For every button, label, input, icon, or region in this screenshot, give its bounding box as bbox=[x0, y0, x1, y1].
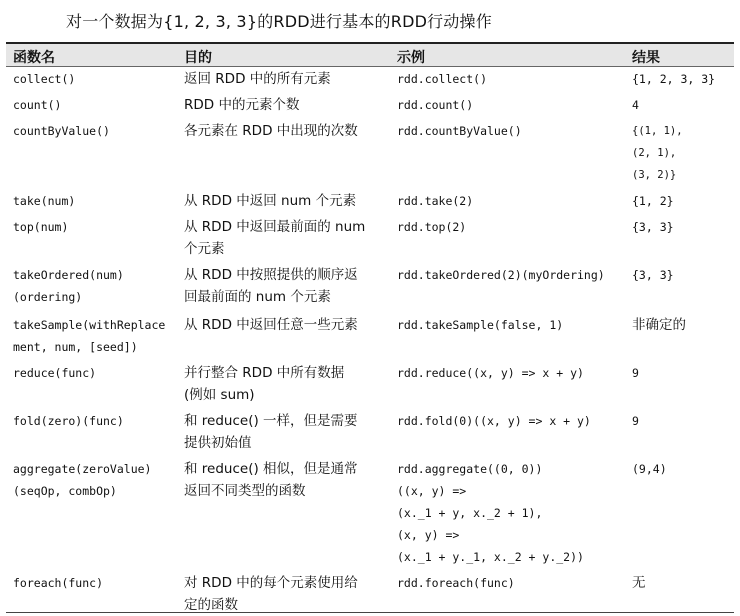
cell-name-line: takeSample(withReplace bbox=[13, 318, 166, 332]
cell-purpose-line: 从 RDD 中按照提供的顺序返 bbox=[184, 267, 358, 283]
cell-purpose bbox=[184, 362, 392, 406]
cell-name bbox=[13, 314, 178, 358]
cell-purpose bbox=[184, 458, 392, 502]
cell-result-line: (3, 2)} bbox=[632, 169, 677, 181]
cell-name-line: (seqOp, combOp) bbox=[13, 484, 117, 498]
table-bottom-rule bbox=[6, 612, 734, 613]
cell-result bbox=[632, 190, 732, 212]
cell-purpose-line: 从 RDD 中返回 num 个元素 bbox=[184, 193, 357, 209]
cell-example bbox=[397, 458, 627, 568]
cell-result bbox=[632, 216, 732, 238]
cell-result-line: {3, 3} bbox=[632, 220, 674, 234]
cell-example bbox=[397, 264, 627, 286]
cell-purpose-line: 个元素 bbox=[184, 241, 225, 257]
cell-example bbox=[397, 572, 627, 594]
cell-purpose-line: (例如 sum) bbox=[184, 387, 255, 403]
cell-example-line: (x, y) => bbox=[397, 528, 460, 542]
cell-result bbox=[632, 362, 732, 384]
cell-purpose-line: 和 reduce() 一样，但是需要 bbox=[184, 413, 358, 429]
cell-result-line: {3, 3} bbox=[632, 268, 674, 282]
cell-result bbox=[632, 572, 732, 594]
cell-purpose-line: 提供初始值 bbox=[184, 435, 252, 451]
cell-result bbox=[632, 94, 732, 116]
cell-purpose-line: 返回不同类型的函数 bbox=[184, 483, 306, 499]
cell-example-line: rdd.foreach(func) bbox=[397, 576, 515, 590]
cell-example-line: rdd.take(2) bbox=[397, 194, 474, 208]
cell-name-line: top(num) bbox=[13, 220, 69, 234]
cell-name-line: (ordering) bbox=[13, 290, 83, 304]
cell-name bbox=[13, 458, 178, 502]
cell-example-line: rdd.aggregate((0, 0)) bbox=[397, 462, 543, 476]
cell-purpose-line: 和 reduce() 相似，但是通常 bbox=[184, 461, 358, 477]
cell-purpose bbox=[184, 94, 392, 116]
cell-purpose bbox=[184, 120, 392, 142]
cell-result-line: 9 bbox=[632, 414, 639, 428]
cell-name-line: countByValue() bbox=[13, 124, 110, 138]
cell-name bbox=[13, 120, 178, 142]
cell-name-line: take(num) bbox=[13, 194, 76, 208]
cell-name-line: collect() bbox=[13, 72, 76, 86]
cell-result-line: 非确定的 bbox=[632, 317, 686, 333]
cell-purpose-line: 从 RDD 中返回最前面的 num bbox=[184, 219, 366, 235]
cell-example-line: ((x, y) => bbox=[397, 484, 467, 498]
cell-example bbox=[397, 410, 627, 432]
cell-name-line: foreach(func) bbox=[13, 576, 104, 590]
cell-purpose bbox=[184, 190, 392, 212]
cell-example bbox=[397, 190, 627, 212]
cell-purpose bbox=[184, 410, 392, 454]
page-title: 对一个数据为{1, 2, 3, 3}的RDD进行基本的RDD行动操作 bbox=[66, 12, 492, 31]
cell-example bbox=[397, 120, 627, 142]
cell-result-line: (9,4) bbox=[632, 462, 667, 476]
cell-name bbox=[13, 572, 178, 594]
cell-example-line: rdd.collect() bbox=[397, 72, 488, 86]
cell-name bbox=[13, 216, 178, 238]
cell-example-line: (x._1 + y._1, x._2 + y._2)) bbox=[397, 550, 584, 564]
cell-name-line: ment, num, [seed]) bbox=[13, 340, 138, 354]
cell-example-line: rdd.top(2) bbox=[397, 220, 467, 234]
cell-purpose bbox=[184, 314, 392, 336]
cell-purpose bbox=[184, 216, 392, 260]
cell-example bbox=[397, 314, 627, 336]
cell-result-line: {1, 2, 3, 3} bbox=[632, 72, 716, 86]
cell-purpose-line: 对 RDD 中的每个元素使用给 bbox=[184, 575, 358, 591]
cell-example-line: rdd.countByValue() bbox=[397, 124, 522, 138]
cell-result bbox=[632, 264, 732, 286]
cell-purpose-line: 返回 RDD 中的所有元素 bbox=[184, 71, 331, 87]
cell-name-line: takeOrdered(num) bbox=[13, 268, 124, 282]
header-example: 示例 bbox=[397, 50, 425, 66]
cell-name bbox=[13, 264, 178, 308]
cell-result-line: 9 bbox=[632, 366, 639, 380]
cell-result-line: 4 bbox=[632, 98, 639, 112]
cell-name-line: fold(zero)(func) bbox=[13, 414, 124, 428]
table-header bbox=[6, 42, 734, 67]
cell-name bbox=[13, 362, 178, 384]
cell-purpose bbox=[184, 264, 392, 308]
cell-result bbox=[632, 120, 732, 186]
cell-purpose-line: 回最前面的 num 个元素 bbox=[184, 289, 331, 305]
cell-example bbox=[397, 362, 627, 384]
cell-purpose-line: 从 RDD 中返回任意一些元素 bbox=[184, 317, 358, 333]
cell-name-line: reduce(func) bbox=[13, 366, 97, 380]
cell-result-line: (2, 1), bbox=[632, 147, 677, 159]
cell-example bbox=[397, 94, 627, 116]
cell-example-line: rdd.takeOrdered(2)(myOrdering) bbox=[397, 268, 605, 282]
cell-result bbox=[632, 458, 732, 480]
cell-name bbox=[13, 68, 178, 90]
cell-name-line: aggregate(zeroValue) bbox=[13, 462, 152, 476]
cell-purpose-line: 各元素在 RDD 中出现的次数 bbox=[184, 123, 358, 139]
cell-purpose-line: 并行整合 RDD 中所有数据 bbox=[184, 365, 345, 381]
cell-name bbox=[13, 410, 178, 432]
cell-example-line: rdd.fold(0)((x, y) => x + y) bbox=[397, 414, 591, 428]
cell-name-line: count() bbox=[13, 98, 62, 112]
cell-example bbox=[397, 216, 627, 238]
cell-purpose bbox=[184, 572, 392, 616]
header-result: 结果 bbox=[632, 50, 660, 66]
header-name: 函数名 bbox=[13, 50, 55, 66]
cell-example-line: rdd.count() bbox=[397, 98, 474, 112]
cell-result-line: 无 bbox=[632, 575, 646, 591]
cell-purpose-line: 定的函数 bbox=[184, 597, 238, 613]
cell-result bbox=[632, 410, 732, 432]
cell-result-line: {1, 2} bbox=[632, 194, 674, 208]
cell-result bbox=[632, 68, 732, 90]
header-purpose: 目的 bbox=[184, 50, 212, 66]
cell-example-line: (x._1 + y, x._2 + 1), bbox=[397, 506, 543, 520]
cell-example-line: rdd.takeSample(false, 1) bbox=[397, 318, 564, 332]
cell-example bbox=[397, 68, 627, 90]
cell-example-line: rdd.reduce((x, y) => x + y) bbox=[397, 366, 584, 380]
cell-name bbox=[13, 94, 178, 116]
cell-purpose bbox=[184, 68, 392, 90]
cell-name bbox=[13, 190, 178, 212]
cell-result-line: {(1, 1), bbox=[632, 125, 683, 137]
cell-purpose-line: RDD 中的元素个数 bbox=[184, 97, 300, 113]
cell-result bbox=[632, 314, 732, 336]
